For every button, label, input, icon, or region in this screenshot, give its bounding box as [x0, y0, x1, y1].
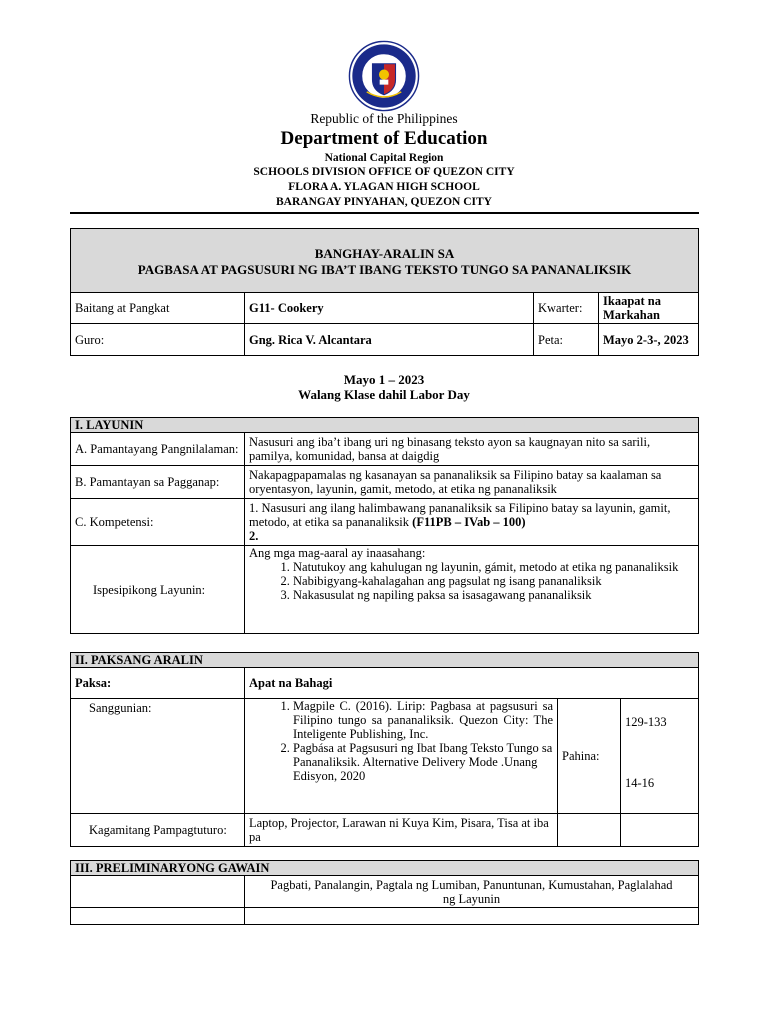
preliminary-heading: III. PRELIMINARYONG GAWAIN — [71, 861, 699, 876]
notice-date: Mayo 1 – 2023 — [343, 372, 425, 387]
references-cell — [245, 699, 558, 814]
performance-standard-text: Nakapagpapamalas ng kasanayan sa pananaliksik sa Filipino batay sa kaalaman sa oryentasyon, layunin, gamit, metodo, at etika ng pananaliksik — [245, 466, 699, 499]
materials-blank-1 — [558, 814, 621, 847]
deped-seal-logo — [348, 40, 420, 112]
materials-value: Laptop, Projector, Larawan ni Kuya Kim, Pisara, Tisa at iba pa — [245, 814, 558, 847]
specific-objectives-label: Ispesipikong Layunin: — [71, 546, 245, 634]
teacher-label: Guro: — [71, 324, 245, 356]
content-standard-label: A. Pamantayang Pangnilalaman: — [71, 433, 245, 466]
list-item: 1. Natutukoy ang kahulugan ng layunin, gámit, metodo at etika ng pananaliksik — [293, 560, 694, 574]
competency-label: C. Kompetensi: — [71, 499, 245, 546]
specific-objectives-intro: Ang mga mag-aaral ay inaasahang: — [249, 546, 426, 560]
objectives-heading: I. LAYUNIN — [71, 418, 699, 433]
list-item: 1. Magpile C. (2016). Lirip: Pagbasa at pagsusuri sa Filipino tungo sa pananaliksik. Quezon City: The Inteligente Publishing, Inc. — [293, 699, 553, 741]
competency-cell — [245, 499, 699, 546]
performance-standard-label: B. Pamantayan sa Pagganap: — [71, 466, 245, 499]
preliminary-empty-left — [71, 908, 245, 925]
teacher-value: Gng. Rica V. Alcantara — [245, 324, 534, 356]
materials-blank-2 — [621, 814, 699, 847]
specific-objectives-cell — [245, 546, 699, 634]
page-label: Pahina: — [558, 699, 621, 814]
content-standard-text: Nasusuri ang iba’t ibang uri ng binasang teksto ayon sa kaugnayan nito sa sarili, pamilya, komunidad, bansa at daigdig — [245, 433, 699, 466]
preliminary-blank-label — [71, 876, 245, 908]
subject-matter-table — [70, 652, 699, 847]
lesson-title-box — [70, 228, 699, 293]
materials-label: Kagamitang Pampagtuturo: — [71, 814, 245, 847]
subject-matter-heading: II. PAKSANG ARALIN — [71, 653, 699, 668]
list-item: 3. Nakasusulat ng napiling paksa sa isasagawang pananaliksik — [293, 588, 694, 602]
date-value: Mayo 2-3-, 2023 — [599, 324, 699, 356]
grade-value: G11- Cookery — [245, 293, 534, 324]
lesson-title-line2: PAGBASA AT PAGSUSURI NG IBA’T IBANG TEKSTO TUNGO SA PANANALIKSIK — [137, 262, 632, 277]
competency-code: (F11PB – IVab – 100) — [412, 515, 526, 529]
list-item: 2. Nabibigyang-kahalagahan ang pagsulat ng isang pananaliksik — [293, 574, 694, 588]
date-label: Peta: — [534, 324, 599, 356]
page-values-cell — [621, 699, 699, 814]
preliminary-table — [70, 860, 699, 925]
department-title: Department of Education — [280, 128, 488, 149]
topic-value: Apat na Bahagi — [245, 668, 699, 699]
list-item: 2. Pagbása at Pagsusuri ng Ibat Ibang Teksto Tungo sa Pananaliksik. Alternative Delivery Mode .Unang Edisyon, 2020 — [293, 741, 553, 783]
specific-objectives-list — [249, 560, 694, 602]
references-label: Sanggunian: — [71, 699, 245, 814]
competency-text: 1. Nasusuri ang ilang halimbawang pananaliksik sa Filipino batay sa layunin, gamit, metodo, at etika sa pananaliksik — [249, 501, 671, 529]
preliminary-activities: Pagbati, Panalangin, Pagtala ng Lumiban, Panuntunan, Kumustahan, Paglalahad ng Layunin — [245, 876, 699, 908]
topic-label: Paksa: — [71, 668, 245, 699]
republic-line: Republic of the Philippines — [310, 111, 458, 126]
header-divider — [70, 212, 699, 214]
quarter-value: Ikaapat na Markahan — [599, 293, 699, 324]
references-list — [249, 699, 553, 783]
division-line: SCHOOLS DIVISION OFFICE OF QUEZON CITY — [253, 166, 515, 178]
grade-label: Baitang at Pangkat — [71, 293, 245, 324]
quarter-label: Kwarter: — [534, 293, 599, 324]
page-value-2: 14-16 — [625, 776, 655, 790]
barangay-line: BARANGAY PINYAHAN, QUEZON CITY — [276, 196, 492, 208]
region-line: National Capital Region — [324, 152, 444, 164]
notice-text: Walang Klase dahil Labor Day — [298, 387, 470, 402]
school-line: FLORA A. YLAGAN HIGH SCHOOL — [288, 181, 480, 193]
objectives-table — [70, 417, 699, 634]
preliminary-empty-right — [245, 908, 699, 925]
lesson-title-line1: BANGHAY-ARALIN SA — [314, 246, 455, 261]
info-table — [70, 292, 699, 356]
competency-line2: 2. — [249, 529, 259, 543]
page-value-1: 129-133 — [625, 715, 667, 729]
